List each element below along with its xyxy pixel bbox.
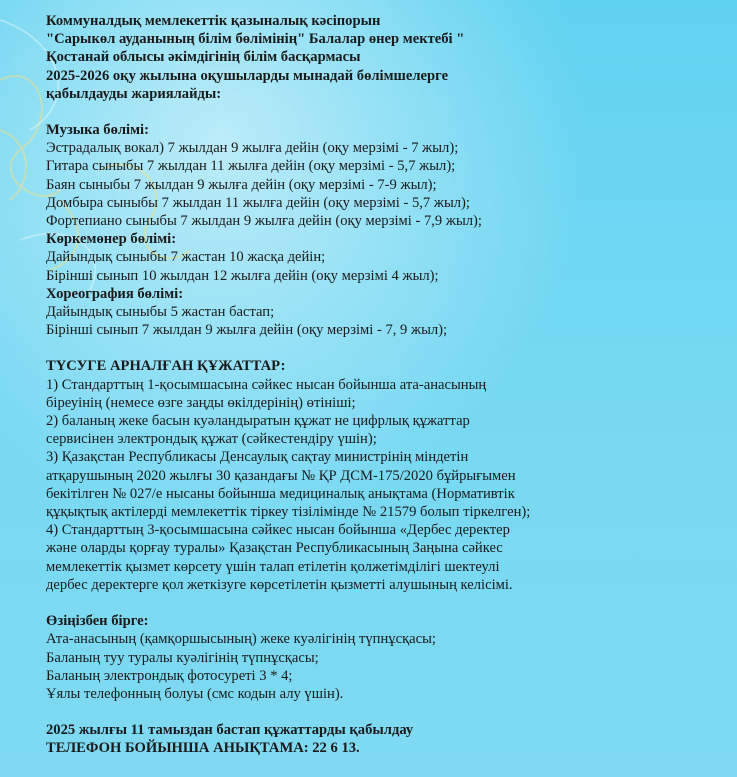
- choreo-item: Бірінші сынып 7 жылдан 9 жылға дейін (оқу мерзімі - 7, 9 жыл);: [46, 322, 448, 339]
- choreo-title: Хореография бөлімі:: [46, 285, 184, 302]
- music-title: Музыка бөлімі:: [46, 122, 149, 139]
- bring-section: [46, 612, 726, 703]
- spacer: [46, 103, 726, 121]
- documents-line: бекітілген № 027/е нысаны бойынша медициналық анықтама (Нормативтік: [46, 485, 515, 502]
- spacer: [46, 339, 726, 357]
- documents-line: 3) Қазақстан Республикасы Денсаулық сақтау министрінің міндетін: [46, 449, 469, 466]
- header-line: Коммуналдық мемлекеттік қазыналық кәсіпорын: [46, 13, 381, 29]
- header-line: Қостанай облысы әкімдігінің білім басқармасы: [46, 49, 361, 66]
- spacer: [46, 703, 726, 721]
- documents-line: біреуінің (немесе өзге заңды өкілдерінің) өтініші;: [46, 394, 356, 411]
- header-line: "Сарыкөл ауданының білім бөлімінің" Балалар өнер мектебі ": [46, 31, 465, 48]
- music-section: [46, 121, 726, 230]
- header-line: қабылдауды жариялайды:: [46, 85, 222, 102]
- choreo-item: Дайындық сыныбы 5 жастан бастап;: [46, 304, 275, 321]
- bring-title: Өзіңізбен бірге:: [46, 613, 149, 630]
- music-item: Домбыра сыныбы 7 жылдан 11 жылға дейін (оқу мерзімі - 5,7 жыл);: [46, 194, 470, 211]
- documents-line: сервисінен электрондық құжат (сәйкестендіру үшін);: [46, 431, 377, 448]
- announcement-header: [46, 12, 726, 103]
- phone-info: ТЕЛЕФОН БОЙЫНША АНЫҚТАМА: 22 6 13.: [46, 740, 360, 757]
- documents-section: [46, 357, 726, 594]
- documents-title: ТҮСУГЕ АРНАЛҒАН ҚҰЖАТТАР:: [46, 358, 286, 375]
- announcement: [46, 12, 726, 758]
- music-item: Эстрадалық вокал) 7 жылдан 9 жылға дейін (оқу мерзімі - 7 жыл);: [46, 140, 459, 157]
- bring-item: Ұялы телефонның болуы (смс кодын алу үшін).: [46, 685, 344, 702]
- music-item: Баян сыныбы 7 жылдан 9 жылға дейін (оқу мерзімі - 7-9 жыл);: [46, 176, 437, 193]
- art-item: Бірінші сынып 10 жылдан 12 жылға дейін (оқу мерзімі 4 жыл);: [46, 267, 439, 284]
- documents-line: 4) Стандарттың 3-қосымшасына сәйкес нысан бойынша «Дербес деректер: [46, 522, 510, 539]
- spacer: [46, 594, 726, 612]
- documents-line: құқықтық актілерді мемлекеттік тіркеу тізілімінде № 21579 болып тіркелген);: [46, 504, 531, 521]
- documents-line: атқарушының 2020 жылғы 30 қазандағы № ҚР ДСМ-175/2020 бұйрығымен: [46, 467, 516, 484]
- art-item: Дайындық сыныбы 7 жастан 10 жасқа дейін;: [46, 249, 326, 266]
- header-line: 2025-2026 оқу жылына оқушыларды мынадай бөлімшелерге: [46, 67, 449, 84]
- bring-item: Баланың электрондық фотосуреті 3 * 4;: [46, 667, 293, 684]
- choreo-section: [46, 285, 726, 340]
- music-item: Фортепиано сыныбы 7 жылдан 9 жылға дейін (оқу мерзімі - 7,9 жыл);: [46, 213, 482, 230]
- documents-line: және оларды қорғау туралы» Қазақстан Республикасының Заңына сәйкес: [46, 540, 503, 557]
- documents-line: мемлекеттік қызмет көрсету үшін талап етілетін қолжетімділігі шектеулі: [46, 558, 500, 575]
- footer-section: [46, 721, 726, 757]
- documents-line: 2) баланың жеке басын куәландыратын құжат не цифрлық құжаттар: [46, 413, 470, 430]
- bring-item: Ата-анасының (қамқоршысының) жеке куәлігінің түпнұсқасы;: [46, 631, 436, 648]
- documents-line: дербес деректерге қол жеткізуге көрсетілетін қызметті алушының келісімі.: [46, 576, 513, 593]
- art-title: Көркемөнер бөлімі:: [46, 231, 177, 248]
- documents-line: 1) Стандарттың 1-қосымшасына сәйкес нысан бойынша ата-анасының: [46, 376, 487, 393]
- art-section: [46, 230, 726, 285]
- acceptance-date: 2025 жылғы 11 тамыздан бастап құжаттарды қабылдау: [46, 722, 414, 739]
- bring-item: Баланың туу туралы куәлігінің түпнұсқасы;: [46, 649, 319, 666]
- music-item: Гитара сыныбы 7 жылдан 11 жылға дейін (оқу мерзімі - 5,7 жыл);: [46, 158, 456, 175]
